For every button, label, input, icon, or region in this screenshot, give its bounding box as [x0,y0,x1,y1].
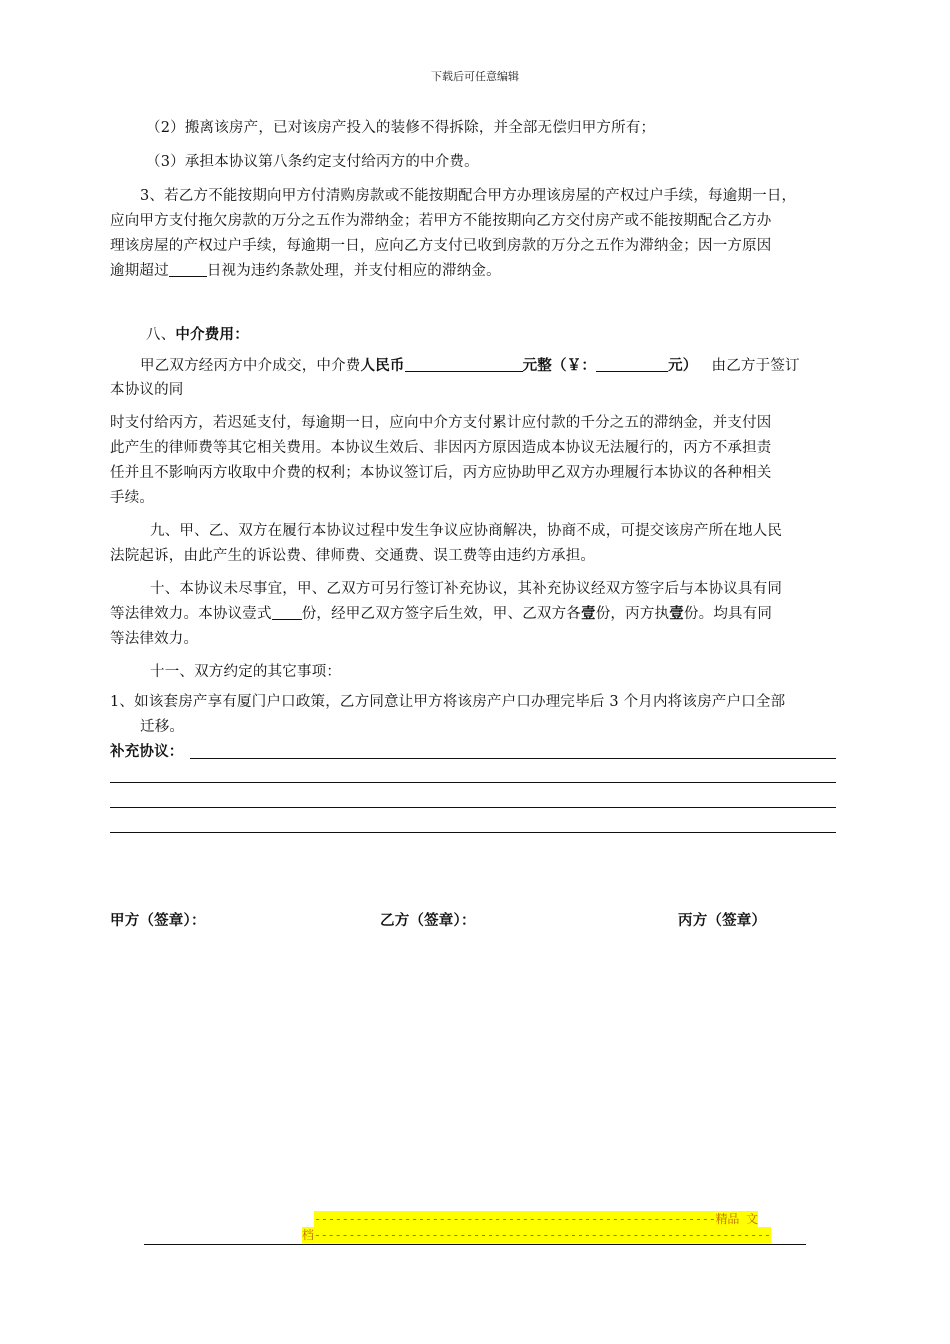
section-8-line-4: 此产生的律师费等其它相关费用。本协议生效后、非因丙方原因造成本协议无法履行的，丙方不承担责 [110,440,772,456]
section-8-line-1 [140,356,800,376]
fee-close-label: 元） [668,357,698,374]
section-8-title: 中介费用： [175,326,249,343]
section-11-item-1-line-2: 迁移。 [140,719,185,735]
section-11-item-1-line-1: 1、如该套房产享有厦门户口政策，乙方同意让甲方将该房产户口办理完毕后 3 个月内将该房产户口全部 [110,694,786,710]
section-8-line-3: 时支付给丙方，若迟延支付，每逾期一日，应向中介方支付累计应付款的千分之五的滞纳金，并支付因 [110,415,772,431]
supplement-label: 补充协议： [110,743,184,760]
signature-party-b: 乙方（签章）： [380,912,476,929]
copies-text-b: 份，经甲乙双方签字后生效，甲、乙双方各 [301,606,582,622]
clause-7-3-text-a: 逾期超过 [110,263,169,279]
section-8-line-5: 任并且不影响丙方收取中介费的权利；本协议签订后，丙方应协助甲乙双方办理履行本协议的各种相关 [110,465,772,481]
supplement-line-4[interactable] [110,832,836,833]
footer-rule [144,1244,806,1245]
copies-text: 等法律效力。本协议壹式 [110,606,272,622]
section-8-heading [146,325,249,345]
section-10-line-2 [110,604,772,624]
fee-amount-blank[interactable] [405,357,523,372]
section-9-line-1: 九、甲、乙、双方在履行本协议过程中发生争议应协商解决，协商不成，可提交该房产所在地人民 [150,523,783,539]
clause-7-item-2: （2）搬离该房产，已对该房产投入的装修不得拆除，并全部无偿归甲方所有； [146,120,656,136]
fee-text: 甲乙双方经丙方中介成交，中介费 [140,358,361,374]
clause-7-3-line-1: 3、若乙方不能按期向甲方付清购房款或不能按期配合甲方办理该房屋的产权过户手续，每逾期一日， [140,188,797,204]
supplement-line-3[interactable] [110,807,836,808]
clause-7-3-line-2: 应向甲方支付拖欠房款的万分之五作为滞纳金；若甲方不能按期向乙方交付房产或不能按期配合乙方办 [110,213,772,229]
clause-7-3-text-b: 日视为违约条款处理，并支付相应的滞纳金。 [206,263,501,279]
footer-line-1: ----------------------------------------------------------精品 文 [314,1212,758,1226]
section-10-line-1: 十、本协议未尽事宜，甲、乙双方可另行签订补充协议，其补充协议经双方签字后与本协议具有同 [150,581,783,597]
section-8-line-2: 本协议的同 [110,382,184,398]
page-header: 下载后可任意编辑 [431,70,519,83]
clause-7-3-line-4 [110,261,501,281]
section-8-line-6: 手续。 [110,490,155,506]
signature-party-a: 甲方（签章）： [110,912,206,929]
section-10-line-3: 等法律效力。 [110,631,199,647]
signature-party-c: 丙方（签章） [678,912,767,929]
fee-number-blank[interactable] [596,357,668,372]
fee-payer-text: 由乙方于签订 [711,358,800,374]
supplement-line-2[interactable] [110,782,836,783]
footer-line-2: 档------------------------------------------------------------------ [302,1228,771,1242]
copies-count-blank[interactable] [272,605,302,620]
section-9-line-2: 法院起诉，由此产生的诉讼费、律师费、交通费、误工费等由违约方承担。 [110,548,596,564]
clause-7-3-line-3: 理该房屋的产权过户手续，每逾期一日，应向乙方支付已收到房款的万分之五作为滞纳金；因一方原因 [110,238,772,254]
clause-7-item-3: （3）承担本协议第八条约定支付给丙方的中介费。 [146,154,479,170]
section-11-title: 十一、双方约定的其它事项： [150,664,342,680]
fee-rmb-label: 人民币 [360,357,405,374]
copies-text-c: 份，丙方执 [595,606,670,622]
copies-text-d: 份。均具有同 [683,606,773,622]
fee-yuan-label: 元整（￥： [522,357,597,374]
supplement-line-1[interactable] [190,758,836,759]
section-8-number: 八、 [146,327,176,343]
copies-party-c: 壹 [669,605,684,622]
copies-each-ab: 壹 [581,605,596,622]
overdue-days-blank[interactable] [169,262,207,277]
